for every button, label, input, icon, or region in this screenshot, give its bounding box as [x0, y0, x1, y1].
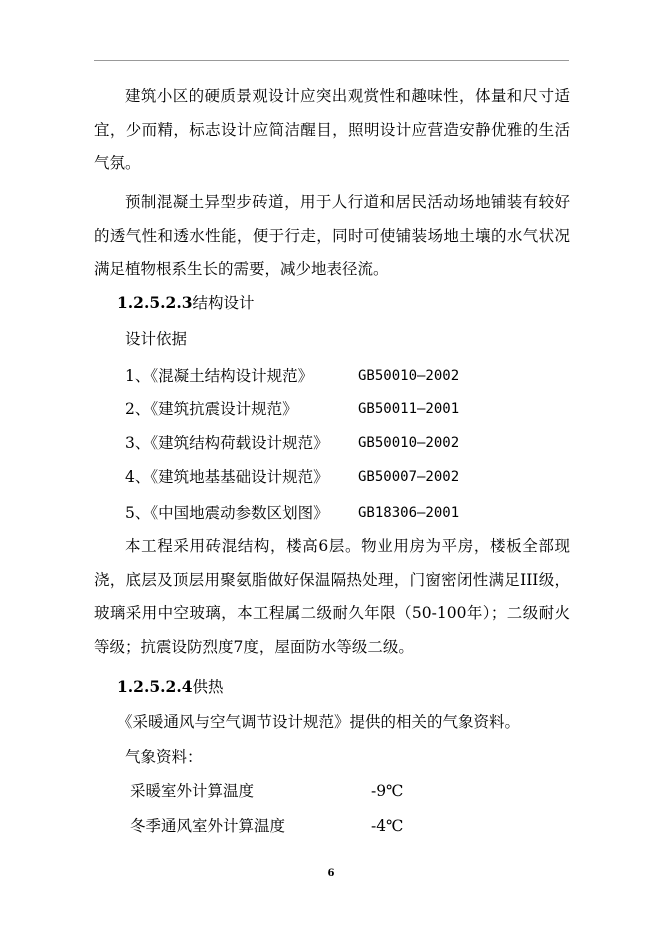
standard-item — [125, 366, 313, 386]
standard-code: GB18306—2001 — [358, 505, 460, 521]
standard-index: 1、 — [125, 367, 151, 385]
standard-index: 2、 — [125, 400, 151, 418]
weather-label: 气象资料： — [125, 748, 203, 766]
standard-code: GB50010—2002 — [358, 368, 460, 384]
standard-code: GB50007—2002 — [358, 469, 460, 485]
heating-reference: 《采暖通风与空气调节设计规范》提供的相关的气象资料。 — [117, 713, 521, 731]
section-number: 1.2.5.2.4 — [117, 677, 193, 696]
paragraph-structure: 本工程采用砖混结构，楼高6层。物业用房为平房，楼板全部现浇，底层及顶层用聚氨脂做好保温隔热处理，门窗密闭性满足III级，玻璃采用中空玻璃，本工程属二级耐久年限（50-100年）；二级耐火等级；抗震设防烈度7度，屋面防水等级二级。 — [94, 537, 570, 656]
standard-code: GB50010—2002 — [358, 435, 460, 451]
section-heading-heating — [117, 677, 224, 697]
weather-item-label: 采暖室外计算温度 — [130, 782, 255, 800]
standard-code: GB50011—2001 — [358, 401, 460, 417]
standard-index: 4、 — [125, 468, 151, 486]
section-heading-structure — [117, 293, 255, 313]
standard-item — [125, 467, 329, 487]
standard-name: 《中国地震动参数区划图》 — [150, 504, 329, 522]
page-number: 6 — [327, 868, 335, 879]
section-title: 结构设计 — [192, 294, 255, 312]
header-rule — [94, 60, 569, 61]
standard-name: 《建筑抗震设计规范》 — [150, 400, 298, 418]
weather-item-value: -9℃ — [371, 782, 404, 800]
paragraph-paving: 预制混凝土异型步砖道，用于人行道和居民活动场地铺装有较好的透气性和透水性能，便于行走，同时可使铺装场地土壤的水气状况满足植物根系生长的需要，减少地表径流。 — [94, 193, 570, 278]
section-title: 供热 — [192, 678, 224, 696]
standard-item — [125, 503, 329, 523]
section-number: 1.2.5.2.3 — [117, 293, 193, 312]
standard-index: 5、 — [125, 504, 151, 522]
design-basis-label: 设计依据 — [125, 330, 188, 348]
weather-item-label: 冬季通风室外计算温度 — [130, 817, 286, 835]
weather-item-value: -4℃ — [371, 817, 404, 835]
standard-name: 《混凝土结构设计规范》 — [150, 367, 314, 385]
standard-item — [125, 433, 329, 453]
standard-index: 3、 — [125, 434, 151, 452]
standard-name: 《建筑结构荷载设计规范》 — [150, 434, 329, 452]
standard-name: 《建筑地基基础设计规范》 — [150, 468, 329, 486]
paragraph-hardscape: 建筑小区的硬质景观设计应突出观赏性和趣味性，体量和尺寸适宜，少而精，标志设计应简洁醒目，照明设计应营造安静优雅的生活气氛。 — [94, 87, 570, 172]
standard-item — [125, 399, 298, 419]
